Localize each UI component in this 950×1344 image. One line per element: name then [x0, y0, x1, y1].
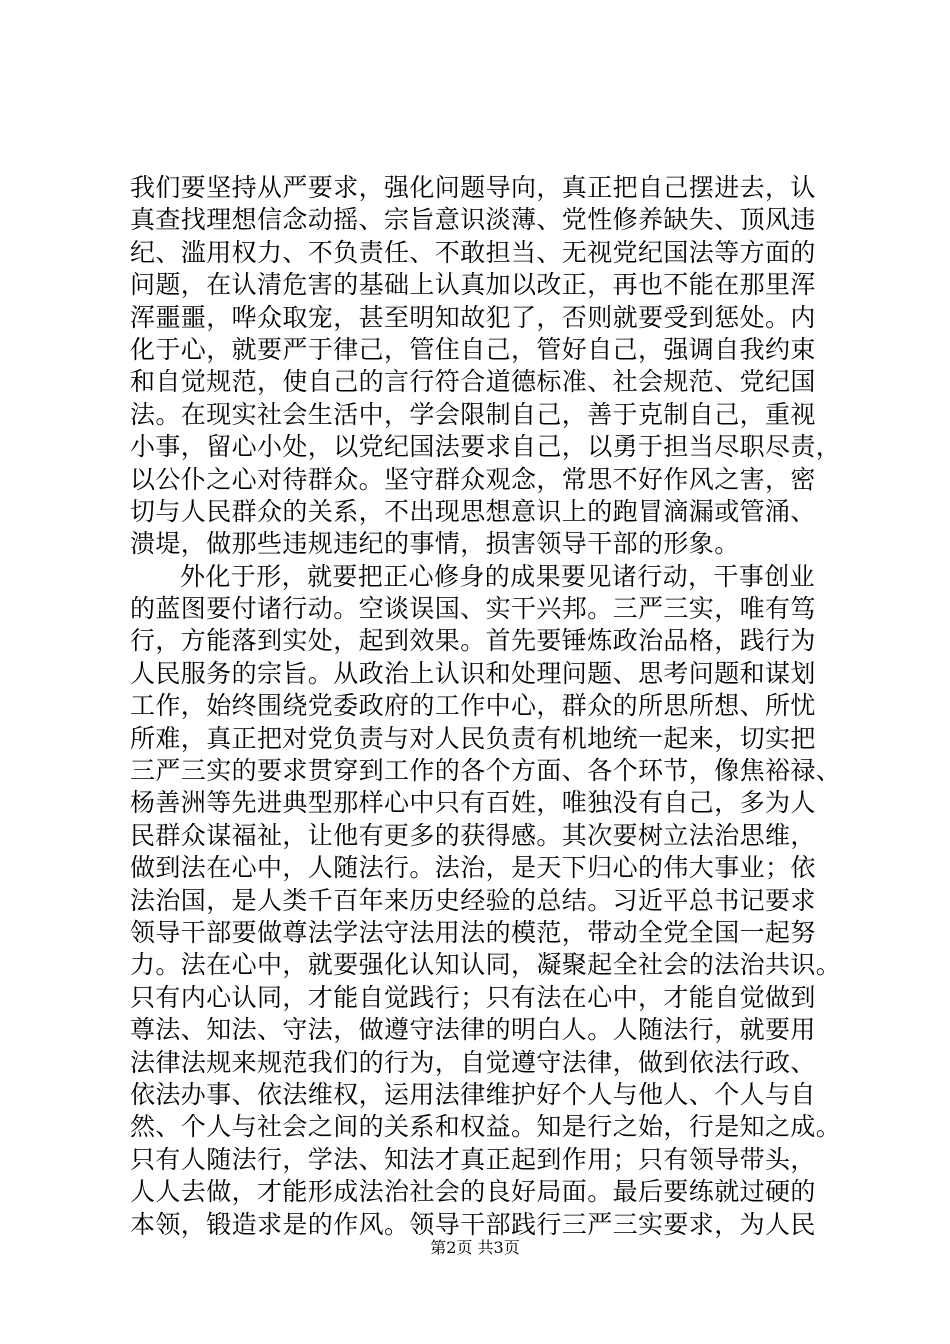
text-line: 尊法、知法、守法，做遵守法律的明白人。人随法行，就要用	[130, 1015, 816, 1045]
text-line: 人人去做，才能形成法治社会的良好局面。最后要练就过硬的	[130, 1177, 816, 1207]
text-line: 法治国，是人类千百年来历史经验的总结。习近平总书记要求	[130, 885, 816, 915]
text-line: 纪、滥用权力、不负责任、不敢担当、无视党纪国法等方面的	[130, 237, 816, 267]
text-line: 依法办事、依法维权，运用法律维护好个人与他人、个人与自	[130, 1079, 816, 1109]
text-line: 和自觉规范，使自己的言行符合道德标准、社会规范、党纪国	[130, 367, 816, 397]
text-line: 化于心，就要严于律己，管住自己，管好自己，强调自我约束	[130, 334, 816, 364]
text-line: 只有内心认同，才能自觉践行；只有法在心中，才能自觉做到	[130, 982, 816, 1012]
text-line: 问题，在认清危害的基础上认真加以改正，再也不能在那里浑	[130, 270, 816, 300]
text-line: 法。在现实社会生活中，学会限制自己，善于克制自己，重视	[130, 399, 816, 429]
text-line: 工作，始终围绕党委政府的工作中心，群众的所思所想、所忧	[130, 691, 816, 721]
paragraph-start-line: 外化于形，就要把正心修身的成果要见诸行动，干事创业	[180, 561, 816, 591]
text-line: 溃堤，做那些违规违纪的事情，损害领导干部的形象。	[130, 529, 740, 559]
body-text	[130, 172, 842, 1241]
text-line: 真查找理想信念动摇、宗旨意识淡薄、党性修养缺失、顶风违	[130, 205, 816, 235]
text-line: 只有人随法行，学法、知法才真正起到作用；只有领导带头，	[130, 1144, 816, 1174]
text-line: 本领，锻造求是的作风。领导干部践行三严三实要求，为人民	[130, 1209, 816, 1239]
text-line: 做到法在心中，人随法行。法治，是天下归心的伟大事业；依	[130, 853, 816, 883]
text-line: 三严三实的要求贯穿到工作的各个方面、各个环节，像焦裕禄、	[130, 756, 842, 786]
text-line: 领导干部要做尊法学法守法用法的模范，带动全党全国一起努	[130, 917, 816, 947]
text-line: 民群众谋福祉，让他有更多的获得感。其次要树立法治思维，	[130, 820, 816, 850]
text-line: 所难，真正把对党负责与对人民负责有机地统一起来，切实把	[130, 723, 816, 753]
text-line: 然、个人与社会之间的关系和权益。知是行之始，行是知之成。	[130, 1112, 842, 1142]
text-line: 浑噩噩，哗众取宠，甚至明知故犯了，否则就要受到惩处。内	[130, 302, 816, 332]
text-line: 行，方能落到实处，起到效果。首先要锤炼政治品格，践行为	[130, 626, 816, 656]
text-line: 人民服务的宗旨。从政治上认识和处理问题、思考问题和谋划	[130, 658, 816, 688]
text-line: 杨善洲等先进典型那样心中只有百姓，唯独没有自己，多为人	[130, 788, 816, 818]
text-line: 切与人民群众的关系，不出现思想意识上的跑冒滴漏或管涌、	[130, 496, 816, 526]
text-line: 小事，留心小处，以党纪国法要求自己，以勇于担当尽职尽责，	[130, 432, 842, 462]
text-line: 的蓝图要付诸行动。空谈误国、实干兴邦。三严三实，唯有笃	[130, 594, 816, 624]
text-line: 以公仆之心对待群众。坚守群众观念，常思不好作风之害，密	[130, 464, 816, 494]
text-line: 力。法在心中，就要强化认知认同，凝聚起全社会的法治共识。	[130, 950, 842, 980]
page-number-footer: 第2页 共3页	[430, 1238, 520, 1257]
text-line: 我们要坚持从严要求，强化问题导向，真正把自己摆进去，认	[130, 173, 816, 202]
text-line: 法律法规来规范我们的行为，自觉遵守法律，做到依法行政、	[130, 1047, 816, 1077]
